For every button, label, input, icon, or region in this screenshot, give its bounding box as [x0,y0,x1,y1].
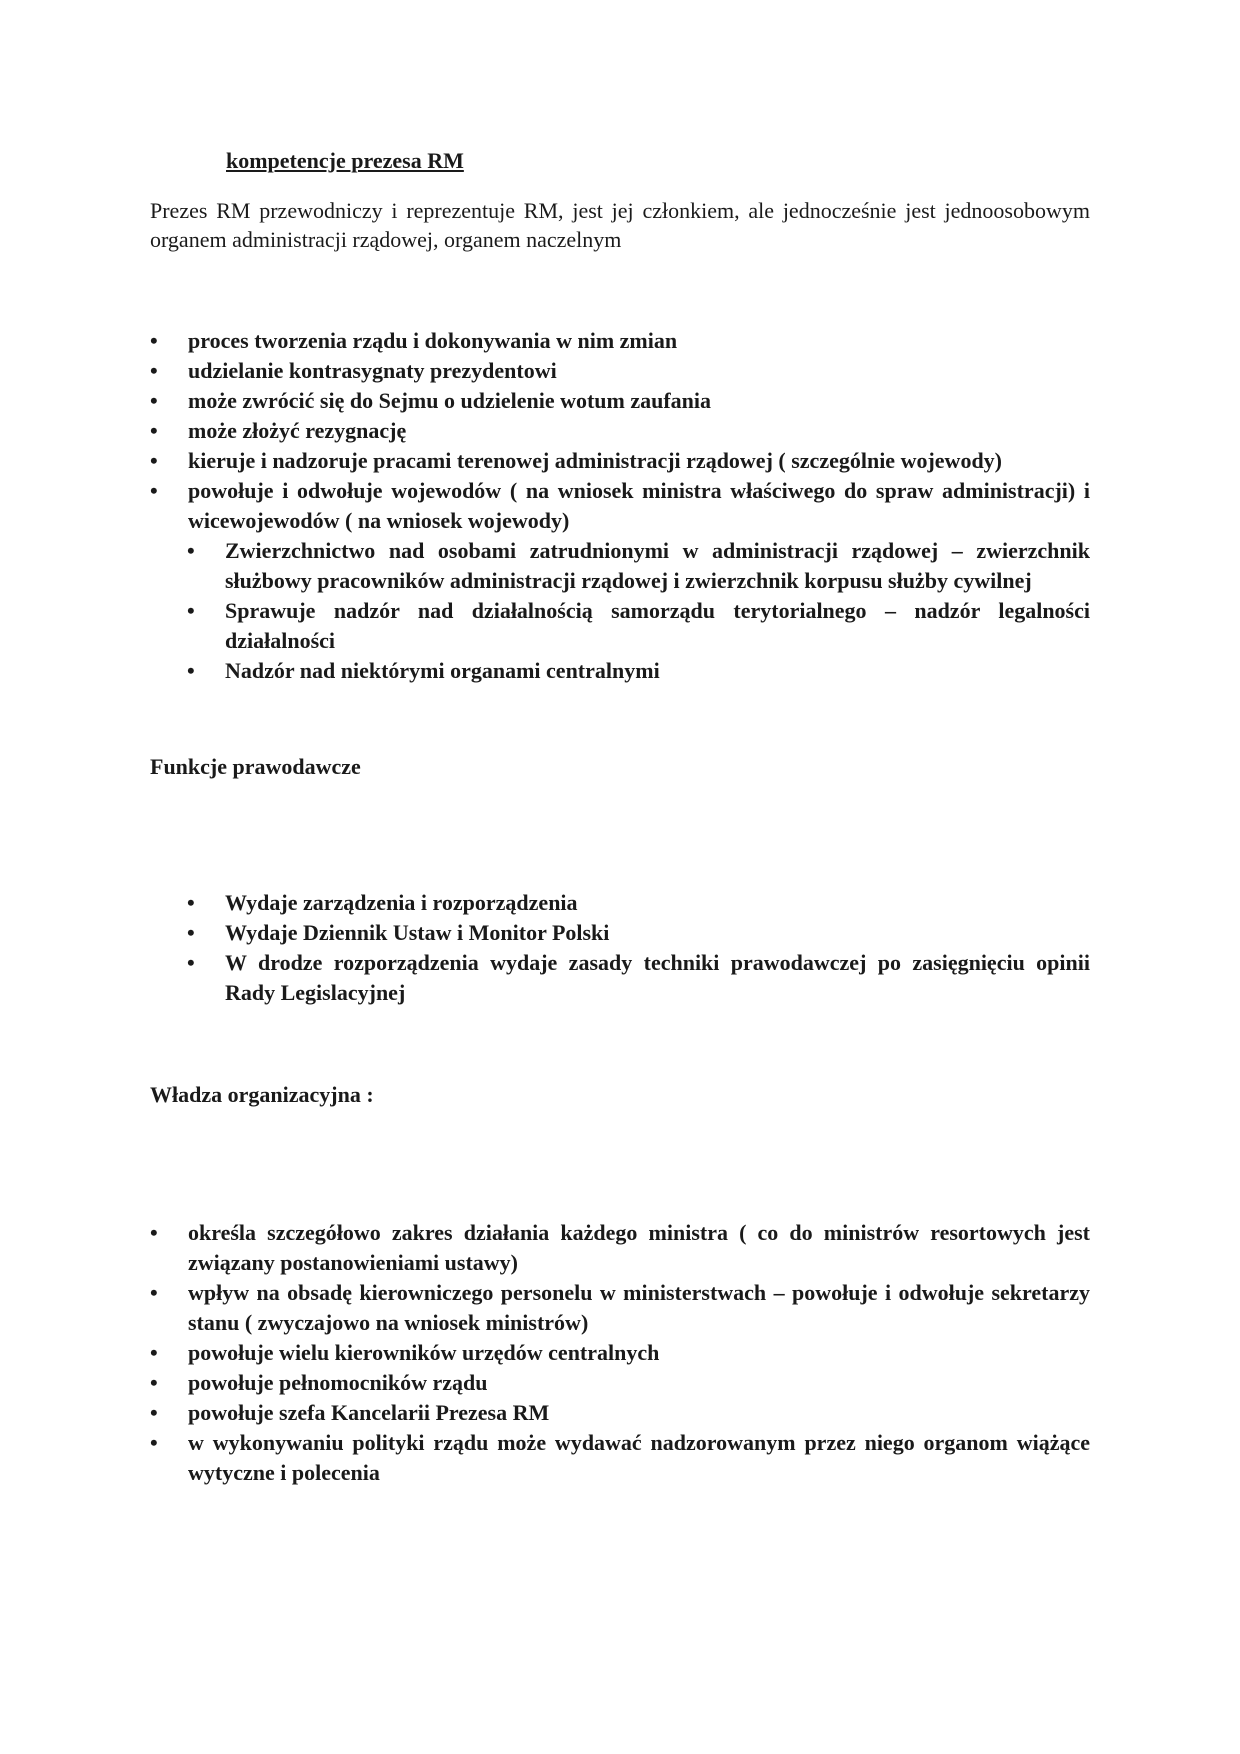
bullet-icon: • [150,1220,158,1245]
list-item [150,476,1090,536]
list-item [150,1398,1090,1428]
competences-list [150,326,1090,536]
list-item [150,386,1090,416]
list-item-text: powołuje i odwołuje wojewodów ( na wniosek ministra właściwego do spraw administracji) i wicewojewodów ( na wniosek wojewody) [188,478,1090,533]
bullet-icon: • [187,920,195,945]
list-item-text: Nadzór nad niektórymi organami centralnymi [225,658,660,683]
list-item-text: w wykonywaniu polityki rządu może wydawać nadzorowanym przez niego organom wiążące wytyczne i polecenia [188,1430,1090,1485]
section-heading-legislative: Funkcje prawodawcze [150,754,361,779]
list-item-text: może zwrócić się do Sejmu o udzielenie wotum zaufania [188,388,712,413]
bullet-icon: • [150,418,158,443]
list-item [150,536,1090,596]
list-item [150,888,1090,918]
bullet-icon: • [187,658,195,683]
list-item [150,1368,1090,1398]
list-item-text: wpływ na obsadę kierowniczego personelu w ministerstwach – powołuje i odwołuje sekretarzy stanu ( zwyczajowo na wniosek ministrów) [188,1280,1090,1335]
list-item [150,326,1090,356]
section-heading-organizational: Władza organizacyjna : [150,1082,374,1107]
bullet-icon: • [150,358,158,383]
organizational-list [150,1218,1090,1488]
list-item [150,1428,1090,1488]
list-item [150,596,1090,656]
list-item [150,356,1090,386]
list-item-text: Wydaje Dziennik Ustaw i Monitor Polski [225,920,610,945]
list-item-text: może złożyć rezygnację [188,418,407,443]
document-page [150,146,1090,1488]
competences-sublist [150,536,1090,686]
bullet-icon: • [150,1430,158,1455]
list-item-text: kieruje i nadzoruje pracami terenowej administracji rządowej ( szczególnie wojewody) [188,448,1002,473]
bullet-icon: • [187,598,195,623]
list-item-text: powołuje pełnomocników rządu [188,1370,488,1395]
document-title: kompetencje prezesa RM [226,148,464,173]
bullet-icon: • [150,1400,158,1425]
bullet-icon: • [150,478,158,503]
list-item [150,446,1090,476]
bullet-icon: • [150,328,158,353]
list-item-text: W drodze rozporządzenia wydaje zasady techniki prawodawczej po zasięgnięciu opinii Rady Legislacyjnej [225,950,1090,1005]
list-item [150,1338,1090,1368]
bullet-icon: • [150,1340,158,1365]
intro-paragraph: Prezes RM przewodniczy i reprezentuje RM, jest jej członkiem, ale jednocześnie jest jednoosobowym organem administracji rządowej, organem naczelnym [150,198,1090,252]
list-item [150,656,1090,686]
list-item-text: proces tworzenia rządu i dokonywania w nim zmian [188,328,678,353]
list-item-text: Wydaje zarządzenia i rozporządzenia [225,890,578,915]
list-item [150,1278,1090,1338]
bullet-icon: • [150,1280,158,1305]
list-item-text: określa szczegółowo zakres działania każdego ministra ( co do ministrów resortowych jest związany postanowieniami ustawy) [188,1220,1090,1275]
list-item [150,1218,1090,1278]
list-item [150,416,1090,446]
list-item-text: udzielanie kontrasygnaty prezydentowi [188,358,557,383]
list-item-text: powołuje wielu kierowników urzędów centralnych [188,1340,660,1365]
bullet-icon: • [150,1370,158,1395]
bullet-icon: • [150,388,158,413]
legislative-list [150,888,1090,1008]
bullet-icon: • [187,890,195,915]
list-item-text: Sprawuje nadzór nad działalnością samorządu terytorialnego – nadzór legalności działalności [225,598,1090,653]
bullet-icon: • [187,538,195,563]
list-item [150,948,1090,1008]
bullet-icon: • [187,950,195,975]
list-item-text: powołuje szefa Kancelarii Prezesa RM [188,1400,550,1425]
list-item [150,918,1090,948]
list-item-text: Zwierzchnictwo nad osobami zatrudnionymi w administracji rządowej – zwierzchnik służbowy pracowników administracji rządowej i zwierzchnik korpusu służby cywilnej [225,538,1090,593]
bullet-icon: • [150,448,158,473]
